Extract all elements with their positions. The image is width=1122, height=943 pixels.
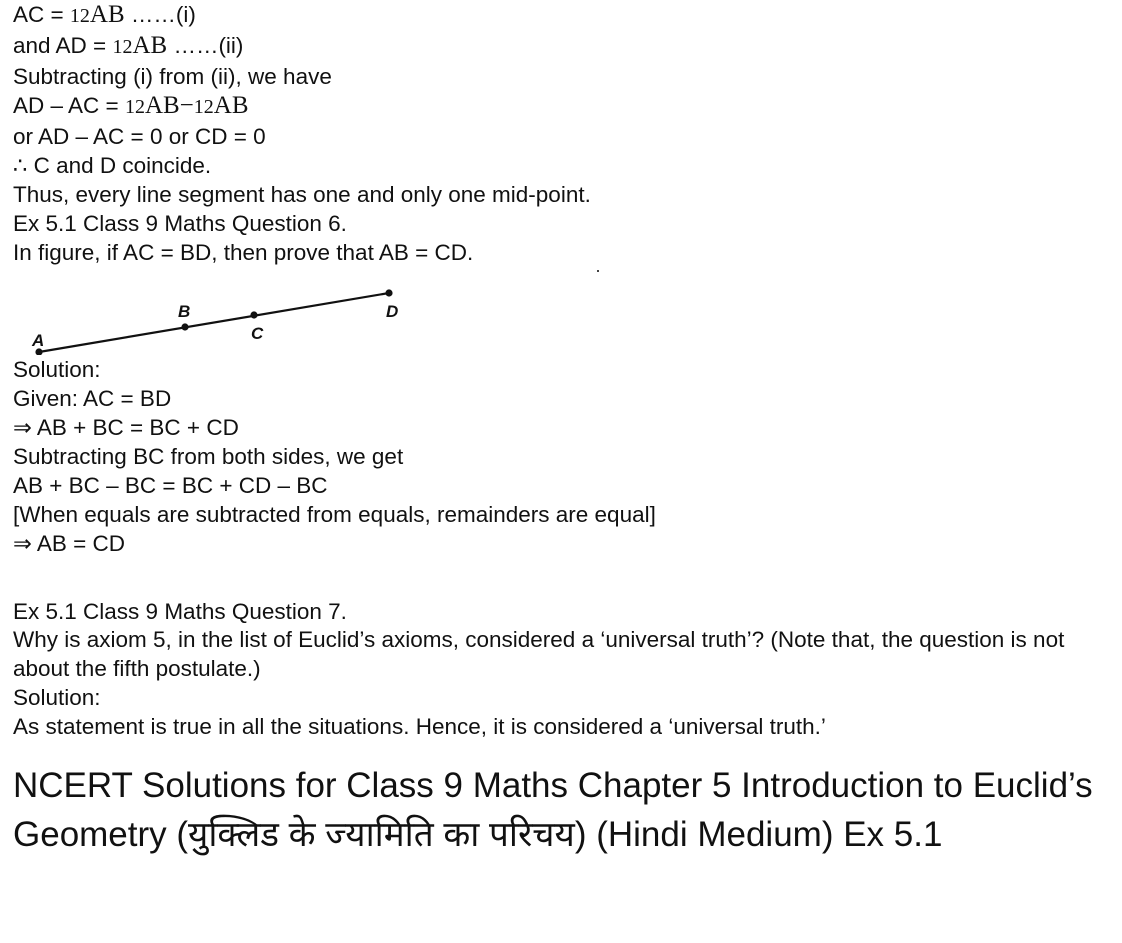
line-segment-figure [13,267,413,355]
equation-i-lhs: AC = [13,2,70,27]
equation-ii-segment: AB [132,32,168,59]
ad-minus-ac-line [13,91,1118,122]
question-6-step-2: ⇒ AB + BC = BC + CD [13,415,239,440]
subtracting-line: Subtracting (i) from (ii), we have [13,64,332,89]
document-body [13,0,1118,859]
question-7-solution-label: Solution: [13,685,101,710]
question-6-step-3: Subtracting BC from both sides, we get [13,444,404,469]
question-6-step-1: Given: AC = BD [13,386,172,411]
label-c: C [251,324,264,343]
equation-i-segment: AB [89,1,125,28]
point-d [385,289,392,296]
equation-i-tag: ……(i) [124,2,196,27]
question-6-solution-label: Solution: [13,357,101,382]
equation-ii-lhs: and AD = [13,33,113,58]
equation-ii-tag: ……(ii) [167,33,244,58]
question-7-answer: As statement is true in all the situations. Hence, it is considered a ‘universal truth.’ [13,714,826,739]
ad-minus-ac-lhs: AD – AC = [13,93,125,118]
ad-minus-ac-fraction-1: 12 [124,96,145,118]
equation-i [13,0,1118,31]
point-c [250,311,257,318]
point-b [181,323,188,330]
stray-dot [597,270,599,272]
ad-minus-ac-minus: − [179,92,194,119]
question-6-step-4: AB + BC – BC = BC + CD – BC [13,473,328,498]
question-7-title: Ex 5.1 Class 9 Maths Question 7. [13,599,347,624]
line-segment-diagram [13,267,413,355]
equation-ii-fraction: 12 [112,36,133,58]
chapter-heading[interactable]: NCERT Solutions for Class 9 Maths Chapter 5 Introduction to Euclid’s Geometry (युक्लिड के ज्यामिति का परिचय) (Hindi Medium) Ex 5.1 [13,766,1093,854]
label-b: B [178,302,191,321]
section-spacer [13,558,1118,597]
question-7-text: Why is axiom 5, in the list of Euclid’s axioms, considered a ‘universal truth’? (Note that, the question is not about the fifth postulate.) [13,627,1065,681]
label-a: A [32,331,45,350]
therefore-line: ∴ C and D coincide. [13,153,212,178]
question-6-title: Ex 5.1 Class 9 Maths Question 6. [13,211,347,236]
ad-minus-ac-fraction-2: 12 [193,96,214,118]
equation-ii [13,31,1118,62]
ad-minus-ac-segment-2: AB [213,92,249,119]
ad-minus-ac-segment-1: AB [144,92,180,119]
or-line: or AD – AC = 0 or CD = 0 [13,124,266,149]
thus-line: Thus, every line segment has one and only one mid-point. [13,182,591,207]
equation-i-fraction: 12 [69,5,90,27]
heading-spacer [13,741,1118,761]
question-6-step-5: [When equals are subtracted from equals, remainders are equal] [13,502,656,527]
line-segment-ad [39,293,389,352]
label-d: D [386,302,399,321]
question-6-step-6: ⇒ AB = CD [13,531,126,556]
question-6-text: In figure, if AC = BD, then prove that AB = CD. [13,240,474,265]
